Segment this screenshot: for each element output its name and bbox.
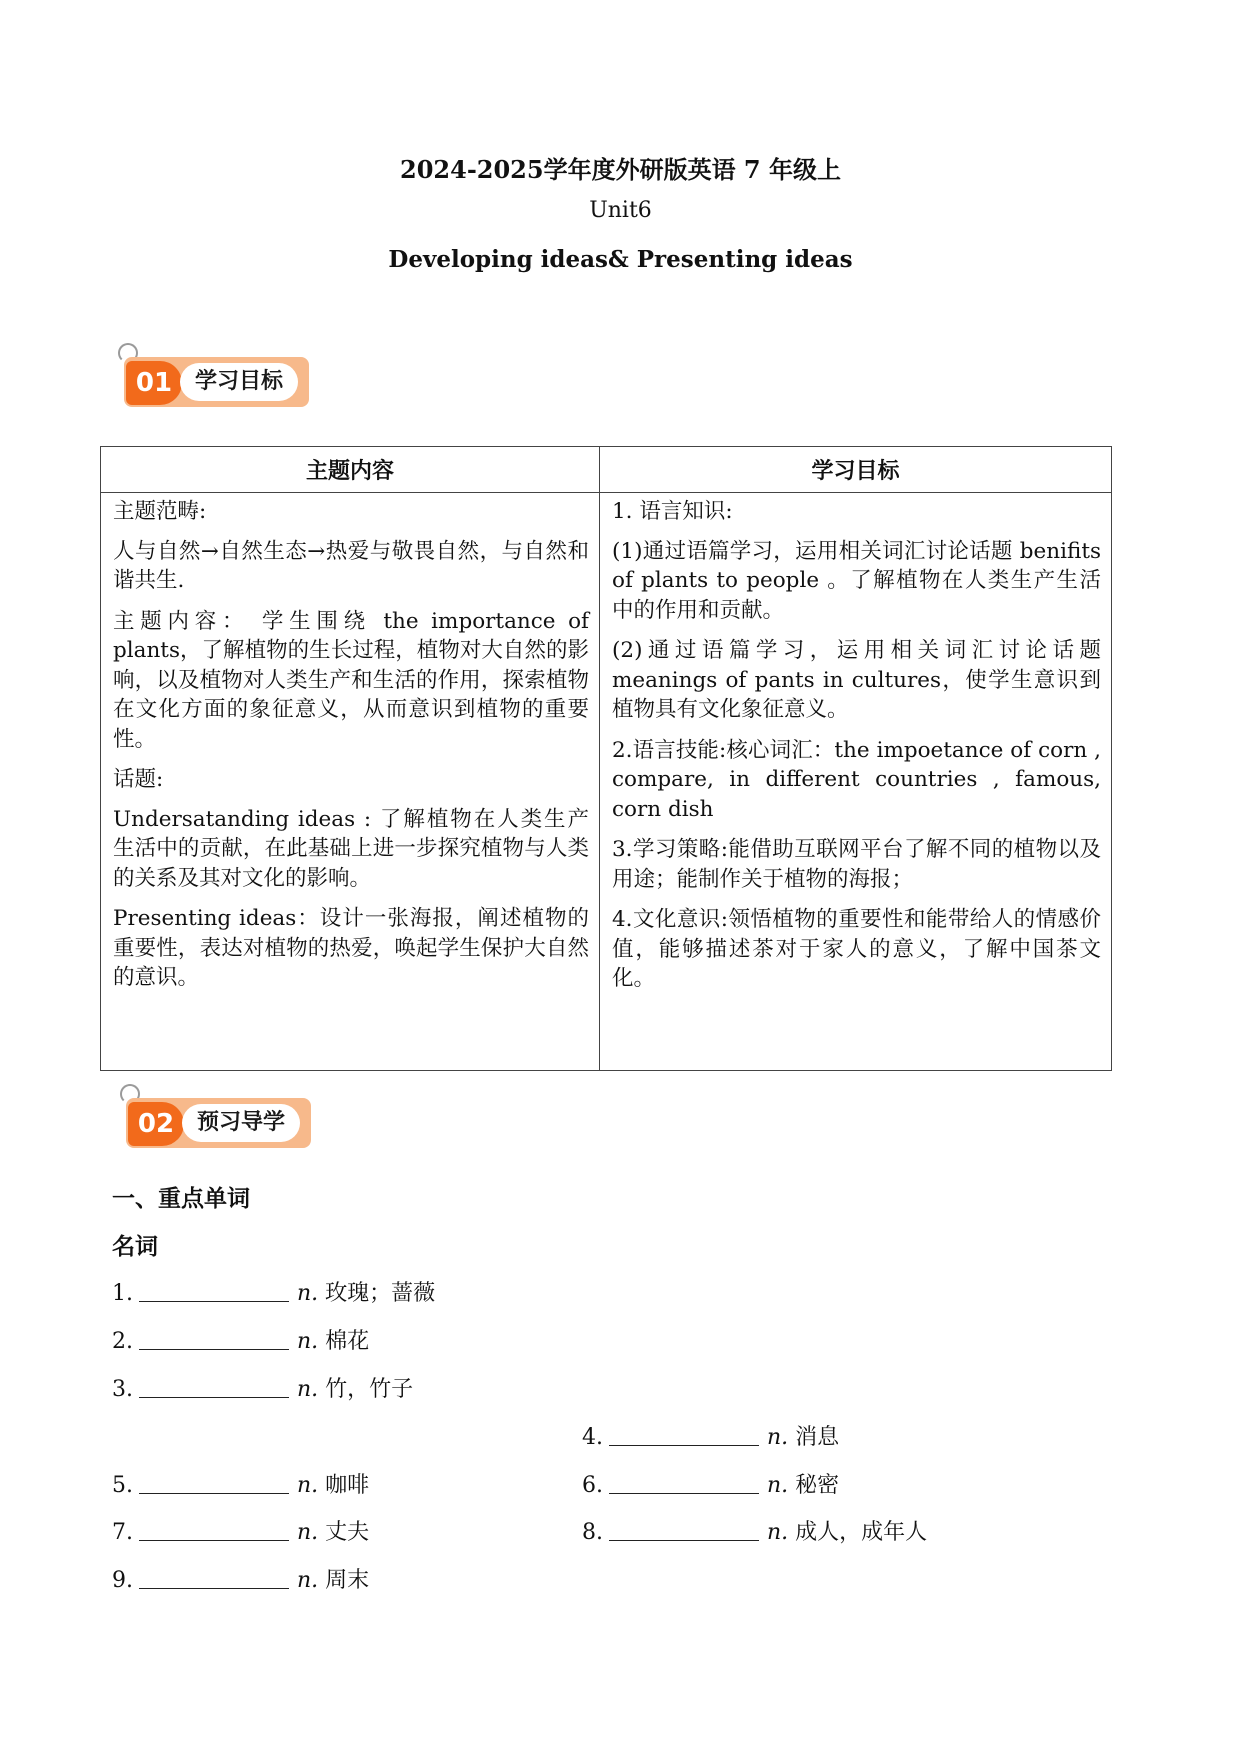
vocab-item: 5. n. 咖啡 — [112, 1473, 370, 1498]
badge-label: 预习导学 — [182, 1104, 300, 1142]
topic-paragraph: 主题内容： 学生围绕 the importance of plants，了解植物的生长过程，植物对大自然的影响，以及植物对人类生产和生活的作用，探索植物在文化方面的象征意义，从而意识到植物的重要性。 — [113, 608, 589, 752]
vocab-item: 4. n. 消息 — [582, 1425, 840, 1450]
topic-paragraph: Presenting ideas：设计一张海报，阐述植物的重要性，表达对植物的热爱，唤起学生保护大自然的意识。 — [113, 906, 589, 990]
vocab-item: 2. n. 棉花 — [112, 1329, 370, 1354]
goal-paragraph: 3.学习策略:能借助互联网平台了解不同的植物以及用途；能制作关于植物的海报； — [612, 837, 1101, 892]
answer-blank[interactable] — [139, 1518, 289, 1541]
vocab-item: 7. n. 丈夫 — [112, 1520, 370, 1545]
goal-paragraph: 1. 语言知识: — [612, 499, 733, 524]
goals-cell — [600, 493, 1112, 1071]
table-header-topic: 主题内容 — [101, 447, 600, 493]
topic-paragraph: Undersatanding ideas : 了解植物在人类生产生活中的贡献，在此基础上进一步探究植物与人类的关系及其对文化的影响。 — [113, 806, 589, 891]
badge-number: 01 — [126, 361, 182, 405]
answer-blank[interactable] — [609, 1518, 759, 1541]
answer-blank[interactable] — [139, 1471, 289, 1494]
topic-cell — [101, 493, 600, 1071]
goals-table — [100, 446, 1112, 1071]
unit-label: Unit6 — [589, 198, 652, 223]
section-subheading: 名词 — [112, 1233, 158, 1260]
topic-paragraph: 主题范畴: — [113, 499, 207, 524]
table-header-goals: 学习目标 — [600, 447, 1112, 493]
vocab-item: 1. n. 玫瑰；蔷薇 — [112, 1281, 436, 1306]
answer-blank[interactable] — [609, 1423, 759, 1446]
vocab-item: 8. n. 成人，成年人 — [582, 1520, 928, 1545]
topic-paragraph: 人与自然→自然生态→热爱与敬畏自然，与自然和谐共生. — [113, 538, 589, 593]
topic-paragraph: 话题: — [113, 767, 164, 792]
goal-paragraph: (2)通过语篇学习，运用相关词汇讨论话题 meanings of pants in cultures，使学生意识到植物具有文化象征意义。 — [612, 638, 1101, 722]
goal-paragraph: 2.语言技能:核心词汇：the impoetance of corn , compare, in different countries , famous, corn dish — [612, 737, 1101, 822]
lesson-subtitle: Developing ideas& Presenting ideas — [388, 246, 853, 273]
page-title: 2024-2025学年度外研版英语 7 年级上 — [400, 155, 841, 184]
answer-blank[interactable] — [609, 1471, 759, 1494]
vocab-item: 6. n. 秘密 — [582, 1473, 840, 1498]
vocab-item: 9. n. 周末 — [112, 1568, 370, 1593]
goal-paragraph: 4.文化意识:领悟植物的重要性和能带给人的情感价值，能够描述茶对于家人的意义，了解中国茶文化。 — [612, 907, 1101, 991]
answer-blank[interactable] — [139, 1566, 289, 1589]
badge-number: 02 — [128, 1102, 184, 1146]
goal-paragraph: (1)通过语篇学习，运用相关词汇讨论话题 benifits of plants to people 。了解植物在人类生产生活中的作用和贡献。 — [612, 538, 1101, 623]
vocab-item: 3. n. 竹，竹子 — [112, 1377, 414, 1402]
section-heading: 一、重点单词 — [112, 1185, 250, 1212]
answer-blank[interactable] — [139, 1327, 289, 1350]
answer-blank[interactable] — [139, 1279, 289, 1302]
badge-label: 学习目标 — [180, 363, 298, 401]
answer-blank[interactable] — [139, 1375, 289, 1398]
